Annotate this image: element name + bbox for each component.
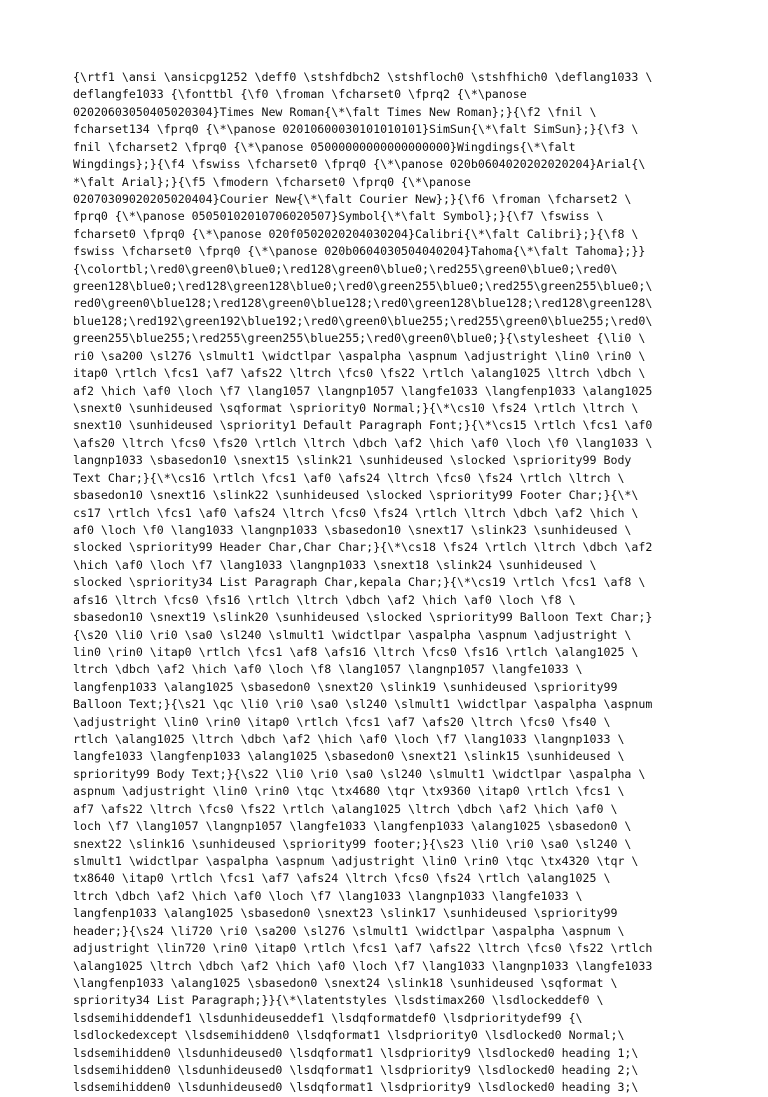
text-line: 02020603050405020304}Times New Roman{\*\falt Times New Roman};}{\f2 \fnil \ (73, 104, 597, 119)
text-line: cs17 \rtlch \fcs1 \af0 \afs24 \ltrch \fcs0 \fs24 \rtlch \ltrch \dbch \af2 \hich \ (73, 505, 639, 520)
text-line: \langfenp1033 \alang1025 \sbasedon0 \snext24 \slink18 \sunhideused \sqformat \ (73, 975, 618, 990)
text-line: Text Char;}{\*\cs16 \rtlch \fcs1 \af0 \afs24 \ltrch \fcs0 \fs24 \rtlch \ltrch \ (73, 470, 625, 485)
text-line: red0\green0\blue128;\red128\green0\blue128;\red0\green128\blue128;\red128\green128\ (73, 296, 653, 311)
text-line: Wingdings};}{\f4 \fswiss \fcharset0 \fprq0 {\*\panose 020b0604020202020204}Arial{\ (73, 157, 646, 172)
text-line: loch \f7 \lang1057 \langnp1057 \langfe1033 \langfenp1033 \alang1025 \sbasedon0 \ (73, 819, 632, 834)
text-line: fnil \fcharset2 \fprq0 {\*\panose 05000000000000000000}Wingdings{\*\falt (73, 139, 576, 154)
text-line: ri0 \sa200 \sl276 \slmult1 \widctlpar \aspalpha \aspnum \adjustright \lin0 \rin0 \ (73, 348, 646, 363)
text-line: lsdlockedexcept \lsdsemihidden0 \lsdqformat1 \lsdpriority0 \lsdlocked0 Normal;\ (73, 1028, 625, 1043)
text-line: spriority99 Body Text;}{\s22 \li0 \ri0 \sa0 \sl240 \slmult1 \widctlpar \aspalpha \ (73, 766, 646, 781)
text-line: slmult1 \widctlpar \aspalpha \aspnum \adjustright \lin0 \rin0 \tqc \tx4320 \tqr \ (73, 853, 639, 868)
text-line: deflangfe1033 {\fonttbl {\f0 \froman \fcharset0 \fprq2 {\*\panose (73, 87, 527, 102)
text-line: fcharset0 \fprq0 {\*\panose 020f0502020204030204}Calibri{\*\falt Calibri};}{\f8 \ (73, 226, 639, 241)
text-line: fswiss \fcharset0 \fprq0 {\*\panose 020b0604030504040204}Tahoma{\*\falt Tahoma};}} (73, 244, 646, 259)
text-line: fprq0 {\*\panose 05050102010706020507}Symbol{\*\falt Symbol};}{\f7 \fswiss \ (73, 209, 604, 224)
text-line: blue128;\red192\green192\blue192;\red0\green0\blue255;\red255\green0\blue255;\red0\ (73, 313, 653, 328)
text-line: af7 \afs22 \ltrch \fcs0 \fs22 \rtlch \alang1025 \ltrch \dbch \af2 \hich \af0 \ (73, 801, 618, 816)
text-line: langfe1033 \langfenp1033 \alang1025 \sbasedon0 \snext21 \slink15 \sunhideused \ (73, 749, 625, 764)
text-line: {\colortbl;\red0\green0\blue0;\red128\green0\blue0;\red255\green0\blue0;\red0\ (73, 261, 618, 276)
text-line: {\rtf1 \ansi \ansicpg1252 \deff0 \stshfdbch2 \stshfloch0 \stshfhich0 \deflang1033 \ (73, 70, 653, 84)
text-line: Balloon Text;}{\s21 \qc \li0 \ri0 \sa0 \sl240 \slmult1 \widctlpar \aspalpha \aspnum (73, 697, 653, 712)
text-line: itap0 \rtlch \fcs1 \af7 \afs22 \ltrch \fcs0 \fs22 \rtlch \alang1025 \ltrch \dbch \ (73, 366, 646, 381)
text-line: ltrch \dbch \af2 \hich \af0 \loch \f8 \lang1057 \langnp1057 \langfe1033 \ (73, 662, 583, 677)
text-line: slocked \spriority34 List Paragraph Char,kepala Char;}{\*\cs19 \rtlch \fcs1 \af8 \ (73, 575, 646, 590)
text-line: 02070309020205020404}Courier New{\*\falt Courier New};}{\f6 \froman \fcharset2 \ (73, 191, 632, 206)
text-line: \snext0 \sunhideused \sqformat \spriority0 Normal;}{\*\cs10 \fs24 \rtlch \ltrch \ (73, 401, 639, 416)
text-line: snext22 \slink16 \sunhideused \spriority99 footer;}{\s23 \li0 \ri0 \sa0 \sl240 \ (73, 836, 632, 851)
text-line: green128\blue0;\red128\green128\blue0;\red0\green255\blue0;\red255\green255\blue0;\ (73, 279, 653, 294)
text-line: adjustright \lin720 \rin0 \itap0 \rtlch \fcs1 \af7 \afs22 \ltrch \fcs0 \fs22 \rtlch (73, 941, 653, 956)
text-line: slocked \spriority99 Header Char,Char Char;}{\*\cs18 \fs24 \rtlch \ltrch \dbch \af2 (73, 540, 653, 555)
text-line: lin0 \rin0 \itap0 \rtlch \fcs1 \af8 \afs16 \ltrch \fcs0 \fs16 \rtlch \alang1025 \ (73, 644, 639, 659)
text-line: {\s20 \li0 \ri0 \sa0 \sl240 \slmult1 \widctlpar \aspalpha \aspnum \adjustright \ (73, 627, 632, 642)
text-line: lsdsemihiddendef1 \lsdunhideuseddef1 \lsdqformatdef0 \lsdprioritydef99 {\ (73, 1010, 583, 1025)
text-line: \hich \af0 \loch \f7 \lang1033 \langnp1033 \snext18 \slink24 \sunhideused \ (73, 557, 597, 572)
text-line: tx8640 \itap0 \rtlch \fcs1 \af7 \afs24 \ltrch \fcs0 \fs24 \rtlch \alang1025 \ (73, 871, 611, 886)
text-line: \adjustright \lin0 \rin0 \itap0 \rtlch \fcs1 \af7 \afs20 \ltrch \fcs0 \fs40 \ (73, 714, 611, 729)
text-line: lsdsemihidden0 \lsdunhideused0 \lsdqformat1 \lsdpriority9 \lsdlocked0 heading 2;\ (73, 1063, 639, 1078)
text-line: rtlch \alang1025 \ltrch \dbch \af2 \hich \af0 \loch \f7 \lang1033 \langnp1033 \ (73, 732, 625, 747)
text-line: af0 \loch \f0 \lang1033 \langnp1033 \sbasedon10 \snext17 \slink23 \sunhideused \ (73, 522, 632, 537)
text-line: langfenp1033 \alang1025 \sbasedon0 \snext23 \slink17 \sunhideused \spriority99 (73, 906, 618, 921)
text-line: \afs20 \ltrch \fcs0 \fs20 \rtlch \ltrch \dbch \af2 \hich \af0 \loch \f0 \lang1033 \ (73, 435, 653, 450)
text-line: aspnum \adjustright \lin0 \rin0 \tqc \tx4680 \tqr \tx9360 \itap0 \rtlch \fcs1 \ (73, 784, 625, 799)
text-line: af2 \hich \af0 \loch \f7 \lang1057 \langnp1057 \langfe1033 \langfenp1033 \alang1025 (73, 383, 653, 398)
text-line: langfenp1033 \alang1025 \sbasedon0 \snext20 \slink19 \sunhideused \spriority99 (73, 679, 618, 694)
text-line: lsdsemihidden0 \lsdunhideused0 \lsdqformat1 \lsdpriority9 \lsdlocked0 heading 1;\ (73, 1045, 639, 1060)
text-line: *\falt Arial};}{\f5 \fmodern \fcharset0 \fprq0 {\*\panose (73, 174, 471, 189)
text-line: langnp1033 \sbasedon10 \snext15 \slink21 \sunhideused \slocked \spriority99 Body (73, 453, 632, 468)
text-line: fcharset134 \fprq0 {\*\panose 02010600030101010101}SimSun{\*\falt SimSun};}{\f3 \ (73, 122, 639, 137)
text-line: green255\blue255;\red255\green255\blue255;\red0\green0\blue0;}{\stylesheet {\li0 \ (73, 331, 646, 346)
text-line: sbasedon10 \snext19 \slink20 \sunhideused \slocked \spriority99 Balloon Text Char;} (73, 610, 653, 625)
text-line: header;}{\s24 \li720 \ri0 \sa200 \sl276 \slmult1 \widctlpar \aspalpha \aspnum \ (73, 923, 625, 938)
text-line: snext10 \sunhideused \spriority1 Default Paragraph Font;}{\*\cs15 \rtlch \fcs1 \af0 (73, 418, 653, 433)
text-line: lsdsemihidden0 \lsdunhideused0 \lsdqformat1 \lsdpriority9 \lsdlocked0 heading 3;\ (73, 1080, 639, 1095)
text-line: \alang1025 \ltrch \dbch \af2 \hich \af0 \loch \f7 \lang1033 \langnp1033 \langfe1033 (73, 958, 653, 973)
rtf-source-text (73, 69, 763, 1097)
text-line: ltrch \dbch \af2 \hich \af0 \loch \f7 \lang1033 \langnp1033 \langfe1033 \ (73, 888, 583, 903)
text-line: sbasedon10 \snext16 \slink22 \sunhideused \slocked \spriority99 Footer Char;}{\*\ (73, 488, 639, 503)
text-line: spriority34 List Paragraph;}}{\*\latentstyles \lsdstimax260 \lsdlockeddef0 \ (73, 993, 604, 1008)
text-line: afs16 \ltrch \fcs0 \fs16 \rtlch \ltrch \dbch \af2 \hich \af0 \loch \f8 \ (73, 592, 576, 607)
